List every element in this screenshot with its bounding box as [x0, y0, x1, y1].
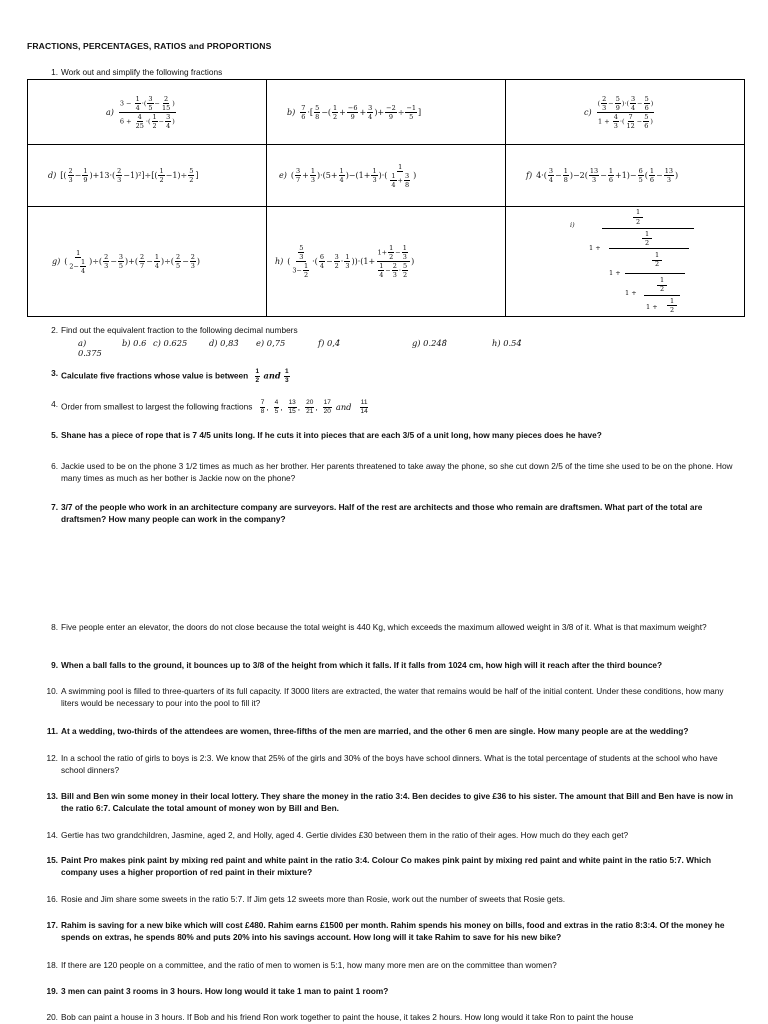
question-number: 16.: [46, 894, 58, 904]
comma: ,: [280, 401, 283, 412]
exercise-f: [506, 145, 745, 207]
exercise-label: e): [279, 171, 287, 180]
question-number: 1.: [51, 67, 58, 77]
comma: ,: [315, 401, 318, 412]
exercise-h: [267, 207, 506, 317]
decimal-item: h) 0.54̂: [492, 338, 522, 348]
expression-c: ( $\frac{2}{3}$ − $\frac{5}{9}$ )·( $\frac{3}{4}$ − $\frac{5}{6}$ ) 1 + $\frac{4}{3}$ ·( $\frac{7}{12}$ − $\frac{5}{6}$ ): [597, 94, 654, 130]
exercise-b: [267, 80, 506, 145]
exercise-label: a): [106, 107, 114, 117]
question-number: 12.: [46, 753, 58, 763]
exercise-g: [28, 207, 267, 317]
exercise-label: f): [526, 171, 533, 180]
fraction-item: $\frac{20}{21}$: [306, 399, 314, 415]
expression-e: ( $\frac{3}{7}$ + $\frac{1}{3}$ )·(5+ $\frac{1}{4}$ )−(1+ $\frac{1}{3}$ )·( 1 $\frac{1}{4}$ + $\frac{3}{8}$ ): [290, 162, 417, 189]
expression-d: [( $\frac{2}{3}$ − $\frac{1}{9}$ )+13·( $\frac{2}{3}$ −1)²]÷[( $\frac{1}{2}$ −1)÷ $\frac{5}{2}$ ]: [60, 167, 199, 184]
fraction-exercises-table: [27, 79, 745, 317]
question-number: 11.: [46, 726, 58, 736]
fraction-item: $\frac{7}{8}$: [260, 399, 265, 415]
question-text: Paint Pro makes pink paint by mixing red paint and white paint in the ratio 3:4. Colour Co makes pink paint by mixing red paint and white paint in the ratio 5:7. Which company uses a higher proportion of red paint in their mixture?: [61, 855, 712, 877]
question-text: 3/7 of the people who work in an architecture company are surveyors. Half of the rest are architects and those who remain are draftsmen. What part of the total are draftsmen? How many people can work in the company?: [61, 502, 703, 524]
exercise-c: [506, 80, 745, 145]
question-text: Find out the equivalent fraction to the following decimal numbers: [61, 325, 298, 335]
question-text: 3 men can paint 3 rooms in 3 hours. How long would it take 1 man to paint 1 room?: [61, 986, 389, 996]
question-number: 8.: [51, 622, 58, 632]
expression-g: ( 1 2− $\frac{1}{4}$ )÷( $\frac{2}{3}$ − $\frac{3}{5}$ )+( $\frac{2}{7}$ − $\frac{1}{4}$ )÷( $\frac{2}{5}$ − $\frac{2}{3}$ ): [64, 248, 201, 275]
question-text: Bob can paint a house in 3 hours. If Bob and his friend Ron work together to paint the house, it takes 2 hours. How long would it take Ron to paint the house: [61, 1012, 634, 1022]
decimal-item: g) 0.248̂: [412, 338, 447, 348]
question-number: 19.: [46, 986, 58, 996]
question-text: Order from smallest to largest the following fractions $\frac{7}{8}$ , $\frac{4}{5}$ , $\frac{13}{15}$ , $\frac{20}{21}$ , $\frac{17}{20}$ and $\frac{11}{14}$: [61, 399, 368, 415]
question-text: At a wedding, two-thirds of the attendees are women, three-fifths of the men are married, and the other 6 men are single. How many people are at the wedding?: [61, 726, 689, 736]
expression-b: $\frac{7}{6}$ ·[ $\frac{5}{8}$ −( $\frac{1}{2}$ + $\frac{-6}{9}$ + $\frac{3}{4}$ )+ $\frac{-2}{9}$ ÷ $\frac{-1}{5}$ ]: [301, 103, 422, 121]
question-text: When a ball falls to the ground, it bounces up to 3/8 of the height from which it falls. If it falls from 1024 cm, how high will it reach after the third bounce?: [61, 660, 663, 670]
and-word: and: [335, 401, 352, 412]
fraction-list: [255, 399, 370, 415]
question-number: 14.: [46, 830, 58, 840]
exercise-i: i) 1 2 1 1 + 2 1 2 1 + 1 2 1 + 1 1 + 2: [506, 207, 745, 317]
expression-h: ( $\frac{5}{3}$ 3− $\frac{1}{2}$ ·( $\frac{6}{4}$ − $\frac{3}{2}$ · $\frac{1}{3}$ ))·(1+ 1+ $\frac{1}{2}$ − $\frac{1}{3}$ $\frac{1}{4}$ − $\frac{2}{3}$ · $\frac{5}{2}$ ): [287, 244, 415, 279]
exercise-a: [28, 80, 267, 145]
expression-a: 3 − $\frac{1}{4}$ ·( $\frac{3}{5}$ − $\frac{2}{15}$ ) 6 + $\frac{4}{25}$ ·( $\frac{1}{2}$ − $\frac{3}{4}$ ): [119, 94, 175, 130]
exercise-label: i): [570, 221, 575, 229]
exercise-label: c): [584, 107, 592, 117]
question-number: 15.: [46, 855, 58, 865]
decimal-item: c) 0.625: [153, 338, 188, 348]
question-text: Calculate five fractions whose value is between $\frac{1}{2}$ and $\frac{1}{3}$: [61, 368, 289, 384]
worksheet-title: FRACTIONS, PERCENTAGES, RATIOS and PROPORTIONS: [27, 41, 272, 51]
question-text: Rahim is saving for a new bike which will cost £480. Rahim earns £1500 per month. Rahim spends his money on bills, food and extras in the ratio 8:3:4. Of the money he spends on extras, he spends 80% and puts 20% into his savings account. How long will it take Rahim to save for his new bike?: [61, 920, 725, 942]
question-number: 18.: [46, 960, 58, 970]
decimal-item: b) 0.6: [122, 338, 147, 348]
question-text: Bill and Ben win some money in their local lottery. They share the money in the ratio 3:4. Ben decides to give £36 to his sister. The amount that Bill and Ben have is now in the ratio 6:7. Calculate the total amount of money won by Bill and Ben.: [61, 791, 734, 813]
question-text: Work out and simplify the following fractions: [61, 67, 223, 77]
decimal-item: f) 0,4̂: [318, 338, 341, 348]
question-text: In a school the ratio of girls to boys is 2:3. We know that 25% of the girls and 30% of the boys have school dinners. What is the total percentage of students at the school who have school dinners?: [61, 753, 718, 775]
question-text: Jackie used to be on the phone 3 1/2 times as much as her brother. Her parents threatened to take away the phone, so she cut down 2/5 of the time she used to be on the phone. How many times as much as her bother is Jackie now on the phone?: [61, 461, 733, 483]
comma: ,: [266, 401, 269, 412]
exercise-d: [28, 145, 267, 207]
question-text: Gertie has two grandchildren, Jasmine, aged 2, and Holly, aged 4. Gertie divides £30 between them in the ratio of their ages. How much do they each get?: [61, 830, 629, 840]
question-text: Five people enter an elevator, the doors do not close because the total weight is 440 Kg, which exceeds the maximum allowed weight in 3/8 of it. What is that maximum weight?: [61, 622, 707, 632]
decimal-item: a) 0.375: [78, 338, 102, 358]
exercise-label: h): [275, 257, 284, 266]
question-number: 9.: [51, 660, 58, 670]
question-text: If there are 120 people on a committee, and the ratio of men to women is 5:1, how many more men are on the committee than women?: [61, 960, 557, 970]
question-number: 6.: [51, 461, 58, 471]
question-number: 17.: [46, 920, 58, 930]
fraction-item: $\frac{11}{14}$: [360, 399, 368, 415]
question-number: 3.: [51, 368, 58, 378]
question-number: 2.: [51, 325, 58, 335]
comma: ,: [297, 401, 301, 412]
question-number: 4.: [51, 399, 58, 409]
fraction-item: $\frac{4}{5}$: [274, 399, 279, 415]
fraction-item: $\frac{17}{20}$: [323, 399, 331, 415]
decimal-item: e) 0,75: [256, 338, 286, 348]
question-number: 7.: [51, 502, 58, 512]
question-number: 13.: [46, 791, 58, 801]
question-number: 20.: [46, 1012, 58, 1022]
question-text: Rosie and Jim share some sweets in the ratio 5:7. If Jim gets 12 sweets more than Rosie, work out the number of sweets that Rosie gets.: [61, 894, 566, 904]
question-number: 10.: [46, 686, 58, 696]
question-number: 5.: [51, 430, 58, 440]
exercise-e: [267, 145, 506, 207]
expression-f: 4·( $\frac{3}{4}$ − $\frac{1}{8}$ )−2( $\frac{13}{3}$ − $\frac{1}{6}$ +1)− $\frac{6}{5}$ ( $\frac{1}{6}$ − $\frac{13}{3}$ ): [536, 167, 679, 184]
exercise-label: g): [52, 257, 61, 266]
question-text: A swimming pool is filled to three-quarters of its full capacity. If 3000 liters are extracted, the water that remains would be half of the initial content. Under these conditions, how many liters would be necessary to pour into the pool to fill it?: [61, 686, 724, 708]
exercise-label: d): [48, 171, 57, 180]
question-text: Shane has a piece of rope that is 7 4/5 units long. If he cuts it into pieces that are each 3/5 of a unit long, how many pieces does he have?: [61, 430, 602, 440]
decimal-item: d) 0,83̂: [209, 338, 239, 348]
exercise-label: b): [287, 107, 296, 117]
fraction-item: $\frac{13}{15}$: [288, 399, 296, 415]
